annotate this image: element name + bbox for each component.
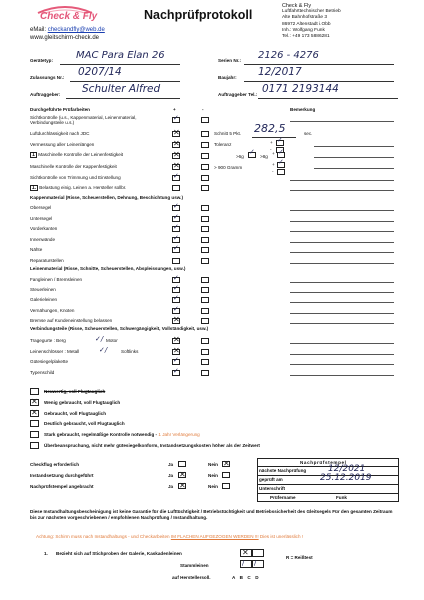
email-link[interactable]: checkandfly@web.de [47, 27, 105, 33]
schnitt-value[interactable]: 282,5 [254, 122, 286, 135]
stempel-title: Nachprüfstempel [300, 460, 347, 465]
check-mark-icon: ✓ [173, 212, 179, 221]
check-mark-icon: / [254, 559, 257, 567]
pruef-item-1: Sichtkontrolle (u.s., Kappenmaterial, Leinenmaterial, Verbindungsteile u.s.) [30, 115, 137, 125]
zustand-5-checkbox[interactable] [30, 431, 39, 438]
check-mark-icon: ✓ [277, 136, 283, 144]
check-mark-icon: ✓ [173, 356, 179, 365]
hersteller-label: auf Herstellersoll. [172, 575, 211, 580]
zustand-item-2 [44, 400, 120, 405]
plus-sign-2: + [272, 151, 275, 156]
pruefername-label: Prüfername [270, 495, 296, 500]
zustand-6-checkbox[interactable] [30, 442, 39, 449]
check-mark-icon: ✓ [173, 274, 179, 282]
kappe-3-minus-checkbox[interactable] [201, 226, 209, 232]
kappe-item-5: Nähte [30, 247, 43, 253]
leinen-item-4: Vernähungen, Knoten [30, 307, 75, 313]
kappe-heading: Kappenmaterial (Risse, Scheuerstellen, Dehnung, Beschichtung usw.) [30, 195, 183, 200]
check-mark-icon: ✓ [173, 172, 179, 180]
sec-label: sec. [304, 131, 313, 136]
pruef-3-minus-checkbox[interactable] [201, 142, 209, 148]
x-mark-icon: ✕ [242, 548, 249, 557]
x-mark-icon: ✕ [31, 396, 38, 406]
company-line-4: 86972 Altenstadt i.Obb [282, 21, 331, 27]
zulassung-value[interactable]: 0207/14 [78, 66, 122, 78]
leinen-heading: Leinenmaterial (Risse, Schnitte, Scheuerstellen, Abspleissungen, usw.) [30, 266, 186, 271]
pruef-4-minus-checkbox[interactable] [201, 153, 209, 159]
auftraggeber-label: Auftraggeber: [30, 92, 61, 97]
stempel-label: Nachprüfstempel angebracht [30, 484, 94, 489]
pruef-2-minus-checkbox[interactable] [201, 131, 209, 137]
verbindung-item-1: Tragegurte : Berg [30, 338, 66, 343]
leinen-item-5: Bremse auf Kundeneinstellung belassen [30, 317, 113, 323]
tragegurt-mark: ✓/ [95, 335, 104, 343]
company-line-5: Inh.: Wolfgang Funk [282, 27, 325, 33]
disclaimer: Diese Instandhaltungsbescheinigung ist keine Garantie für die Lufttüchtigkeit / Betriebstüchtigkeit und Betriebssicherheit des Gleitsegels Für den gesamten Zeitraum bis zur nächsten vorgeschriebenen / empfohlenen Nachprüfung / Instandhaltung. [30, 509, 393, 520]
belastung-prefix-box: 1. [31, 185, 37, 191]
pruef-7-plus-checkbox[interactable] [172, 185, 180, 191]
col-plus: + [173, 107, 176, 112]
zustand-item-3 [44, 411, 106, 416]
stich-num: 1. [44, 551, 48, 556]
auftraggeber-tel-label: Auftraggeber Tel.: [218, 92, 258, 97]
x-mark-icon: ✕ [173, 139, 180, 148]
kappe-5-minus-checkbox[interactable] [201, 247, 209, 253]
kappe-item-2: Untersegel [30, 215, 53, 221]
email-line [30, 28, 105, 33]
company-line-6: Tel.: +49 173 5886281 [282, 34, 330, 40]
x-mark-icon: ✕ [31, 407, 38, 417]
achtung-post: Dies ist unerlässlich ! [258, 534, 304, 539]
softlinks-label: Softlinks [121, 349, 139, 354]
bemerkung-label: Bemerkung [290, 107, 316, 112]
pruef-item-3: Vermessung aller Leinenlängen [30, 142, 95, 147]
company-line-2: Luftfahrttechnischer Betrieb [282, 9, 341, 15]
leinenschloss-mark: ✓/ [99, 346, 108, 354]
stammleinen-label: Stammleinen [180, 563, 209, 568]
check-mark-icon: ✓ [173, 294, 179, 303]
x-mark-icon: ✕ [173, 150, 180, 159]
pruef-5-minus-checkbox[interactable] [201, 164, 209, 170]
achtung-highlight: IM FLACHEN AUFGEZOGEN WERDEN !!! [170, 534, 259, 539]
minus-sign: - [270, 147, 272, 152]
kappe-6-plus-checkbox[interactable] [172, 258, 180, 264]
check-mark-icon: ✓ [278, 158, 284, 166]
leinen-2-minus-checkbox[interactable] [201, 287, 209, 293]
x-mark-icon: ✕ [179, 481, 186, 490]
verbindung-2-minus-checkbox[interactable] [201, 349, 209, 355]
kappe-item-4: Innenwände [30, 236, 56, 242]
zustand-item-4-text: Deutlich gebraucht, voll Flugtauglich [44, 421, 125, 427]
zustand-item-2-text: Wenig gebraucht, voll Flugtauglich [44, 399, 121, 405]
logo [30, 5, 100, 25]
kappe-2-minus-checkbox[interactable] [201, 216, 209, 222]
pruef-item-5: Maschinelle Kontrolle der Kappenfestigkeit [30, 164, 117, 169]
gramm-label: > 900 Gramm [214, 165, 243, 170]
x-mark-icon: ✕ [223, 459, 230, 468]
x-mark-icon: ✕ [179, 470, 186, 479]
pruef-6-minus-checkbox[interactable] [201, 175, 209, 181]
kappe-6-minus-checkbox[interactable] [201, 258, 209, 264]
leinen-item-1: Fangleinen / Bremsleinen [30, 277, 83, 282]
kappe-item-3: Vorderkanten [30, 226, 58, 232]
x-mark-icon: ✕ [173, 345, 180, 355]
check-mark-icon: ✓ [173, 304, 179, 313]
geraetetyp-label: Gerätetyp: [30, 58, 53, 63]
x-mark-icon: ✕ [173, 314, 180, 324]
check-mark-icon: ✓ [278, 148, 284, 156]
pruef-item-7-label: Belastung einig. Leinen a. Hersteller sollbr. [39, 185, 127, 190]
stich-box-2[interactable] [252, 549, 264, 557]
minus-sign-3: - [272, 169, 274, 174]
geprueft-label: geprüft am [259, 477, 283, 482]
plus-sign: + [270, 140, 273, 145]
x-mark-icon: ✕ [173, 335, 180, 344]
pruef-item-4 [30, 152, 123, 158]
kappe-4-minus-checkbox[interactable] [201, 237, 209, 243]
zustand-4-checkbox[interactable] [30, 420, 39, 427]
r-label: R = Reißtest [286, 555, 313, 560]
zustand-1-checkbox[interactable] [30, 388, 39, 395]
verbindung-item-2: Leinenschlösser : Metall [30, 348, 80, 354]
auftraggeber-tel-value[interactable]: 0171 2193144 [262, 83, 339, 95]
schnitt-label: Schnitt 5 Pkt. [214, 131, 242, 136]
serien-label: Serien Nr.: [218, 58, 241, 63]
sg1-label: >6g [236, 154, 244, 159]
check-mark-icon: ✓ [173, 366, 179, 375]
leinen-item-2: Steuerleinen [30, 287, 56, 293]
nein-label: Nein [208, 462, 218, 467]
naechste-label: nächste Nachprüfung [259, 468, 307, 473]
toleranz-label: Toleranz [214, 142, 232, 147]
pruef-heading: Durchgeführte Prüfarbeiten [30, 107, 90, 112]
verbindung-3-minus-checkbox[interactable] [201, 359, 209, 365]
zustand-item-4 [44, 421, 125, 426]
leinen-item-3: Galerieleinen [30, 297, 58, 303]
jahr-verlaengerung: 1 Jahr Verlängerung [158, 432, 200, 438]
leinen-3-minus-checkbox[interactable] [201, 297, 209, 303]
ja-label: Ja [168, 462, 174, 467]
pruef-item-6: Sichtkontrolle von Trimmung und Einstellung [30, 175, 121, 180]
achtung-pre: Achtung: Schirm muss nach Instandhaltungs - und Checkarbeiten [36, 534, 171, 539]
leinen-5-minus-checkbox[interactable] [201, 318, 209, 324]
nein-checkbox[interactable] [222, 472, 230, 478]
checkflug-label: Checkflug erforderlich [30, 462, 80, 467]
check-mark-icon: ✓ [173, 233, 179, 242]
check-mark-icon: ✓ [249, 148, 255, 156]
page-title: Nachprüfprotokoll [144, 8, 253, 22]
x-mark-icon: ✕ [173, 161, 180, 170]
company-block [282, 3, 341, 40]
auftraggeber-value[interactable]: Schulter Alfred [82, 83, 161, 95]
zustand-item-3-text: Gebraucht, voll Flugtauglich [44, 410, 107, 416]
verbindung-1-minus-checkbox[interactable] [201, 338, 209, 344]
verbindung-4-minus-checkbox[interactable] [201, 370, 209, 376]
baujahr-value[interactable]: 12/2017 [258, 66, 302, 78]
serien-value[interactable]: 2126 - 4276 [258, 50, 319, 61]
check-mark-icon: ✓ [173, 202, 179, 210]
kappe-minus-checkbox[interactable] [277, 169, 285, 175]
unterschrift-label: Unterschrift [259, 486, 286, 491]
check-mark-icon: ✓ [173, 114, 179, 122]
nein-label: Nein [208, 484, 218, 489]
achtung-line [36, 534, 303, 539]
zustand-item-1 [44, 389, 105, 394]
pruef-item-2: Luftdurchlässigkeit nach JDC [30, 131, 90, 136]
zustand-item-6 [44, 443, 260, 448]
ja-checkbox[interactable] [178, 461, 186, 467]
leinen-4-minus-checkbox[interactable] [201, 308, 209, 314]
logo-text: Check & Fly [40, 11, 98, 22]
check-mark-icon: ✓ [173, 223, 179, 232]
check-mark-icon: ✓ [173, 284, 179, 293]
pruef-1-minus-checkbox[interactable] [201, 117, 209, 123]
zustand-item-6-text: Überbeanspruchung, nicht mehr gütesiegelkonform, Instandsetzungskosten höher als der Zeitwert [44, 443, 260, 448]
numbered-box: 1 [30, 152, 37, 158]
geprueft-value[interactable]: 25.12.2019 [320, 473, 372, 483]
ja-label: Ja [168, 473, 174, 478]
baujahr-label: Baujahr: [218, 75, 237, 80]
sg2-label: >8g [260, 154, 268, 159]
verbindung-item-3: Gütesiegelplakette [30, 359, 69, 365]
zustand-item-5 [44, 432, 200, 437]
pruef-7-minus-checkbox[interactable] [201, 185, 209, 191]
check-mark-icon: / [242, 559, 245, 567]
zustand-item-5-text: Stark gebraucht, regelmäßige Kontrolle notwendig - [44, 432, 159, 438]
nein-label: Nein [208, 473, 218, 478]
company-line-3: Alte Bahnhofstraße 3 [282, 15, 328, 21]
geraetetyp-value[interactable]: MAC Para Elan 26 [76, 50, 165, 61]
verbindung-item-4: Typenschild [30, 369, 55, 375]
verbindung-heading: Verbindungsteile (Risse, Scheuerstellen, Schwergängigkeit, Vollständigkeit, usw.) [30, 326, 209, 331]
instand-label: Instandsetzung durchgeführt [30, 473, 94, 478]
zulassung-label: Zulassungs Nr.: [30, 75, 65, 80]
ja-label: Ja [168, 484, 174, 489]
plus-sign-3: + [272, 162, 275, 167]
motor-label: Motor [106, 338, 118, 343]
abcd-label: A B C D [232, 575, 261, 580]
pruef-item-4-label: Maschinelle Kontrolle der Leinenfestigkeit [38, 152, 124, 157]
zustand-item-1-text: Neuwertig, voll Flugtauglich [44, 389, 106, 394]
pruefer-value: Funk [336, 495, 347, 500]
check-mark-icon: ✓ [173, 244, 179, 253]
pruef-item-7 [30, 185, 126, 191]
stich-label: Bezieht sich auf Stichproben der Galerie, Kaskadenleinen [56, 551, 182, 556]
email-label: eMail: [30, 27, 47, 33]
x-mark-icon: ✕ [173, 128, 180, 137]
kappe-item-6: Reparaturstellen [30, 258, 64, 263]
company-line-1: Check & Fly [282, 3, 312, 9]
col-minus: - [202, 107, 204, 112]
nein-checkbox[interactable] [222, 483, 230, 489]
leinen-1-minus-checkbox[interactable] [201, 277, 209, 283]
kappe-1-minus-checkbox[interactable] [201, 205, 209, 211]
kappe-item-1: Obersegel [30, 205, 52, 210]
naechste-value[interactable]: 12/2021 [328, 464, 366, 474]
website[interactable]: www.gleitschirm-check.de [30, 35, 100, 41]
